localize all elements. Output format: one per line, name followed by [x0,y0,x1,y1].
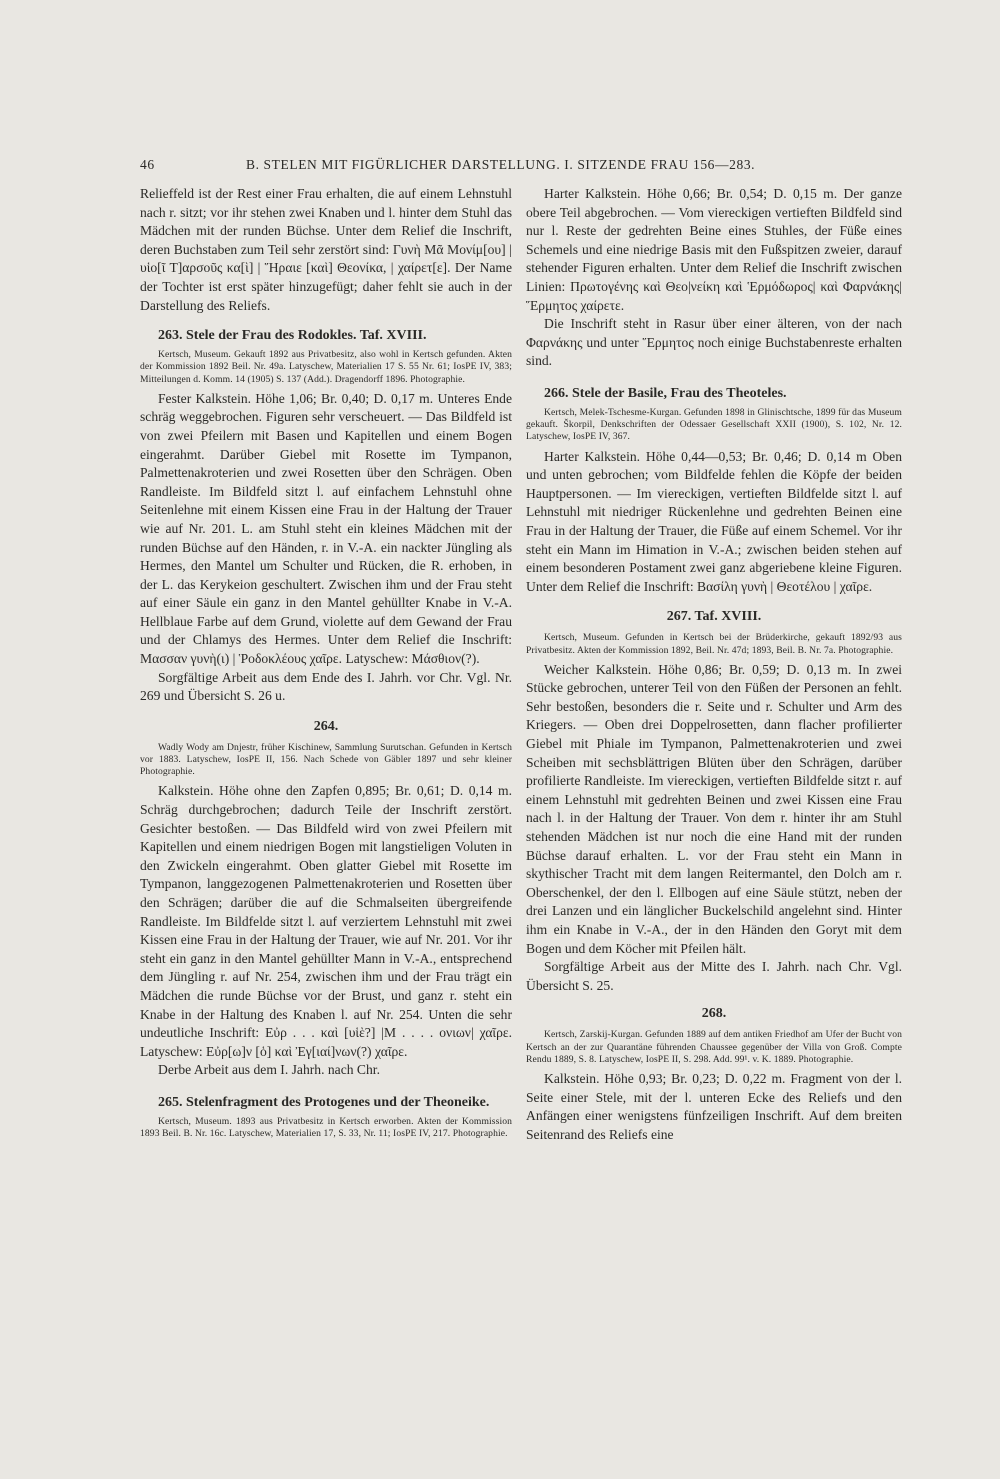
entry-266-heading: 266. Stele der Basile, Frau des Theoteles. [544,385,787,401]
entry-263-note: Sorgfältige Arbeit aus dem Ende des I. Jahrh. vor Chr. Vgl. Nr. 269 und Übersicht S. 26 u. [140,669,512,704]
right-column [526,185,902,1144]
entry-264-heading: 264. [313,718,339,734]
entry-268-body: Kalkstein. Höhe 0,93; Br. 0,23; D. 0,22 m. Fragment von der l. Seite einer Stele, mit der l. unteren Ecke des Reliefs und den Anfängen einer wenigstens fünfzeiligen Inschrift. Auf dem breiten Seitenrand des Reliefs eine [526,1071,902,1142]
entry-264-note: Derbe Arbeit aus dem I. Jahrh. nach Chr. [158,1062,380,1078]
page-header [140,157,902,177]
entry-263-body: Fester Kalkstein. Höhe 1,06; Br. 0,40; D. 0,17 m. Unteres Ende schräg weggebrochen. Figuren sehr verscheuert. — Das Bildfeld ist von zwei Pfeilern mit Basen und Kapitellen und einem Bogen eingerahmt. Darüber Giebel mit Rosette im Tympanon, Palmettenakroterien und zwei Rosetten über den Schrägen. Oben Randleiste. Im Bildfeld sitzt l. auf einfachem Lehnstuhl ohne Seitenlehne mit einem Kissen eine Frau in der Haltung der Trauer wie auf Nr. 201. L. am Stuhl steht ein kleines Mädchen mit der runden Büchse auf den Händen, r. in V.-A. ein nackter Jüngling als Hermes, den Mantel um Schulter und Rücken, die R. erhoben, in der L. das Kerykeion geschultert. Zwischen ihm und der Frau steht auf einer Säule ein ganz in den Mantel gehüllter Knabe in V.-A. Hellblaue Farbe auf dem Grund, violette auf dem Gewand der Frau und der Chlamys des Hermes. Unter dem Relief die Inschrift: Μασσαν γυνὴ(ι) | Ῥοδοκλέους χαῖρε. Latyschew: Μάσθιον(?). [140,390,512,667]
entry-265-heading: 265. Stelenfragment des Protogenes und der Theoneike. [158,1094,490,1110]
entry-265-body: Harter Kalkstein. Höhe 0,66; Br. 0,54; D. 0,15 m. Der ganze obere Teil abgebrochen. — Vom viereckigen vertieften Bildfeld sind nur l. Reste der gedrehten Beine eines Stuhles, der Füße eines Schemels und eine niedrige Basis mit den Fußspitzen zweier, darauf stehender Figuren erhalten. Unter dem Relief die Inschrift zwischen Linien: Πρωτογένης καὶ Θεο|νείκη καὶ Ἑρμόδωρος| καὶ Φαρνάκης| Ἕρμητος χαίρετε. [526,186,902,313]
entry-264-body: Kalkstein. Höhe ohne den Zapfen 0,895; Br. 0,61; D. 0,14 m. Schräg durchgebrochen; dadurch Teile der Inschrift zerstört. Gesichter bestoßen. — Das Bildfeld wird von zwei Pfeilern mit Kapitellen und einem niedrigen Bogen mit langstieligen Voluten in den Zwickeln eingerahmt. Oben glatter Giebel mit Rosette im Tympanon, langgezogenen Palmettenakroterien und Rosetten über den Schrägen; darüber die auf die Schmalseiten übergreifende Randleiste. Im Bildfelde sitzt l. auf verziertem Lehnstuhl mit zwei Kissen eine Frau in der Haltung der Trauer, wie auf Nr. 201. Vor ihr steht ein ganz in den Mantel gehüllter Mann in V.-A., entsprechend dem Jüngling r. auf Nr. 254, zwischen ihm und der Frau trägt ein Mädchen die runde Büchse vor der Brust, und ganz r. steht ein Knabe in der Haltung des Knaben l. auf Nr. 254. Unten die sehr undeutliche Inschrift: Εὐρ . . . καὶ [υἱὲ?] |Μ . . . . ονιων| χαῖρε. Latyschew: Εὐρ[ω]ν [ὁ] καὶ Ἐγ[ιαί]νων(?) χαῖρε. [140,783,512,1059]
entry-263-meta: Kertsch, Museum. Gekauft 1892 aus Privatbesitz, also wohl in Kertsch gefunden. Akten der Kommission 1892 Beil. Nr. 49a. Latyschew, Materialien 17 S. 55 Nr. 61; IosPE IV, 383; Mitteilungen d. Komm. 14 (1905) S. 137 (Add.). Dragendorff 1896. Photographie. [140,349,512,385]
entry-264-meta: Wadly Wody am Dnjestr, früher Kischinew, Sammlung Surutschan. Gefunden in Kertsch vor 1883. Latyschew, IosPE II, 156. Nach Schede von Gäbler 1897 und sehr kleiner Photographie. [140,741,512,778]
running-title: B. STELEN MIT FIGÜRLICHER DARSTELLUNG. I. SITZENDE FRAU 156—283. [246,157,756,172]
entry-263-heading: 263. Stele der Frau des Rodokles. Taf. XVIII. [158,328,427,344]
entry-266-body: Harter Kalkstein. Höhe 0,44—0,53; Br. 0,46; D. 0,14 m Oben und unten gebrochen; vom Bildfelde fehlen die Köpfe der beiden Hauptpersonen. — Im viereckigen, vertieften Bildfelde sitzt l. auf Lehnstuhl mit niedriger Rückenlehne und gedrehten Beinen eine Frau in der Haltung der Trauer, die Füße auf einem Schemel. Vor ihr steht ein Mann im Himation in V.-A.; zwischen beiden stehen auf einem besonderen Postament zwei ganz abgeriebene kleine Figuren. Unter dem Relief die Inschrift: Βασίλη γυνὴ | Θεοτέλου | χαῖρε. [526,448,902,594]
entry-265-note: Die Inschrift steht in Rasur über einer älteren, von der nach Φαρνάκης und unter Ἕρμητος noch einige Buchstabenreste erhalten sind. [526,316,902,369]
entry-265-meta: Kertsch, Museum. 1893 aus Privatbesitz in Kertsch erworben. Akten der Kommission 1893 Beil. B. Nr. 16c. Latyschew, Materialien 17, S. 33, Nr. 11; IosPE IV, 217. Photographie. [140,1115,512,1140]
paragraph-intro: Relieffeld ist der Rest einer Frau erhalten, die auf einem Lehnstuhl nach r. sitzt; vor ihr stehen zwei Knaben und l. hinter dem Stuhl das Mädchen mit der runden Büchse. Unter dem Relief die Inschrift, deren Buchstaben zum Teil sehr zerstört sind: Γυνὴ Μᾶ Μονίμ[ου] | υἱο[ῖ Τ]αρσοῦς κα[ὶ] | Ἥραιε [καὶ] Θεονίκα, | χαίρετ[ε]. Der Name der Tochter ist erst später hinzugefügt; daher fehlt sie auch in der Darstellung des Reliefs. [140,186,512,313]
page-number: 46 [140,157,155,172]
entry-267-note: Sorgfältige Arbeit aus der Mitte des I. Jahrh. nach Chr. Vgl. Übersicht S. 25. [526,959,902,993]
left-column [140,185,512,1140]
entry-268-meta: Kertsch, Zarskij-Kurgan. Gefunden 1889 auf dem antiken Friedhof am Ufer der Bucht von Kertsch an der zur Quarantäne führenden Chaussee gegenüber der Villa von Groß. Compte Rendu 1889, S. 8. Latyschew, IosPE II, S. 298. Add. 99¹. v. K. 1889. Photographie. [526,1029,902,1065]
entry-267-heading: 267. Taf. XVIII. [666,609,762,625]
entry-267-body: Weicher Kalkstein. Höhe 0,86; Br. 0,59; D. 0,13 m. In zwei Stücke gebrochen, unterer Teil von den Füßen der Personen an fehlt. Sehr bestoßen, besonders die r. Seite und r. Schulter und Arm des Kriegers. — Oben drei Doppelrosetten, dann flacher profilierter Giebel mit Phiale im Tympanon, Palmettenakroterien und zwei Scheiben mit sechsblättrigen Blüten über den Schrägen, darüber profilierte Randleiste. Im viereckigen, vertieften Bildfelde sitzt r. auf einem Lehnstuhl mit gedrehten Beinen und zwei Kissen eine Frau nach l. in der Haltung der Trauer. Von dem r. hinter ihr am Stuhl stehenden Mädchen ist nur noch die eine Hand mit der runden Büchse darauf erhalten. L. vor der Frau steht ein Mann in skythischer Tracht mit dem langen Reitermantel, den Dolch am r. Oberschenkel, der den l. Ellbogen auf eine Säule stützt, neben der drei Lanzen und ein länglicher Buckelschild angelehnt sind. Hinter ihm ein Knabe in V.-A., der in den Händen den Goryt mit dem Bogen und dem Köcher mit Pfeilen hält. [526,661,902,956]
entry-268-heading: 268. [701,1006,727,1022]
entry-266-meta: Kertsch, Melek-Tschesme-Kurgan. Gefunden 1898 in Glinischtsche, 1899 für das Museum gekauft. Škorpil, Denkschriften der Odessaer Gesellschaft XXII (1900), S. 102, Nr. 12. Latyschew, IosPE IV, 367. [526,406,902,443]
entry-267-meta: Kertsch, Museum. Gefunden in Kertsch bei der Brüderkirche, gekauft 1892/93 aus Privatbesitz. Akten der Kommission 1892, Beil. Nr. 47d; 1893, Beil. B. Nr. 7a. Photographie. [526,632,902,656]
